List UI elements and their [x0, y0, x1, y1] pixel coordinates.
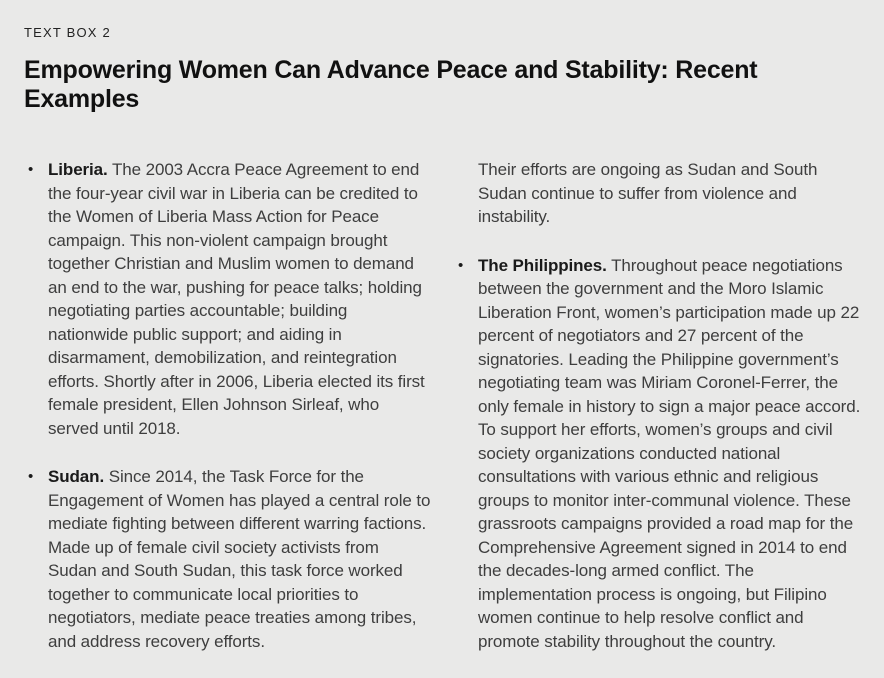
bullet-icon: • [458, 256, 464, 274]
two-column-layout [24, 158, 862, 678]
bullet-icon: • [28, 468, 34, 485]
list-item-text [478, 254, 862, 654]
list-item-body: Since 2014, the Task Force for the Engagement of Women has played a central role to mediate fighting between different warring factions. Made up of female civil society activists from Sudan and South Sudan, this task force worked together to communicate local priorities to negotiators, mediate peace treaties among tribes, and address recovery efforts. [48, 467, 431, 651]
list-item-lead: Liberia. [48, 160, 108, 179]
list-item-body: Throughout peace negotiations between the government and the Moro Islamic Liberation Front, women’s participation made up 22 percent of negotiators and 27 percent of the signatories. Leading the Philippine government’s negotiating team was Miriam Coronel-Ferrer, the only female in history to sign a major peace accord. To support her efforts, women’s groups and civil society organizations conducted national consultations with various ethnic and religious groups to monitor inter-communal violence. These grassroots campaigns provided a road map for the Comprehensive Agreement signed in 2014 to end the decades-long armed conflict. The implementation process is ongoing, but Filipino women continue to help resolve conflict and promote stability throughout the country. [478, 255, 861, 651]
list-item-body: The 2003 Accra Peace Agreement to end the four-year civil war in Liberia can be credited to the Women of Liberia Mass Action for Peace campaign. This non-violent campaign brought together Christian and Muslim women to demand an end to the war, pushing for peace talks; holding negotiating parties accountable; building nationwide public support; and aiding in disarmament, demobilization, and reintegration efforts. Shortly after in 2006, Liberia elected its first female president, Ellen Johnson Sirleaf, who served until 2018. [48, 160, 425, 438]
left-column [28, 158, 432, 678]
kicker-label: TEXT BOX 2 [24, 25, 111, 40]
page-title: Empowering Women Can Advance Peace and Stability: Recent Examples [24, 56, 758, 113]
list-item-lead: The Philippines. [478, 255, 607, 275]
list-item-text [48, 465, 432, 653]
bullet-icon: • [28, 161, 34, 178]
list-item-text [48, 158, 432, 440]
list-item-liberia [28, 158, 432, 440]
sudan-continuation-paragraph: Their efforts are ongoing as Sudan and South Sudan continue to suffer from violence and instability. [478, 160, 818, 226]
list-item-philippines [458, 254, 862, 654]
list-item-lead: Sudan. [48, 467, 105, 486]
list-item-sudan [28, 465, 432, 653]
right-column [458, 158, 862, 678]
